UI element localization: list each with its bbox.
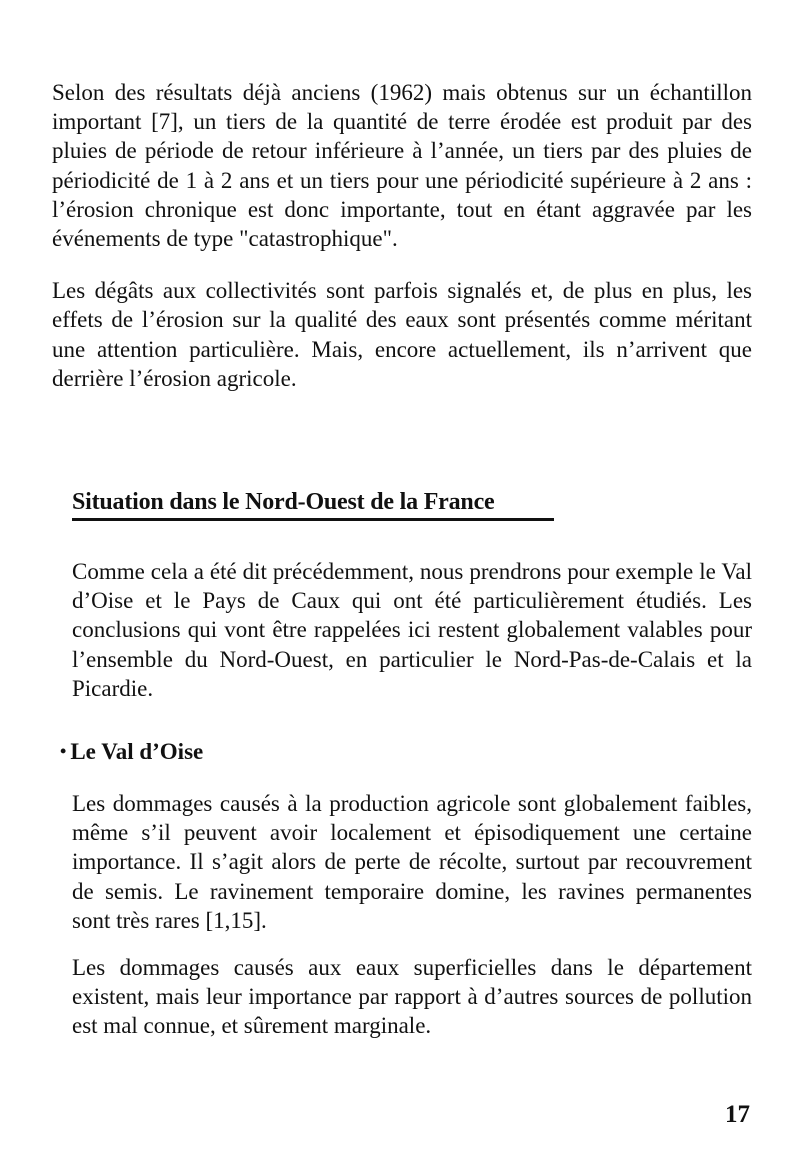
page-number: 17 — [725, 1101, 750, 1128]
paragraph-water-damage: Les dommages causés aux eaux superficielles dans le département existent, mais leur importance par rapport à d’autres sources de pollution est mal connue, et sûrement marginale. — [72, 955, 752, 1039]
paragraph-northwest-intro: Comme cela a été dit précédemment, nous prendrons pour exemple le Val d’Oise et le Pays de Caux qui ont été particulièrement étudiés. Les conclusions qui vont être rappelées ici restent globalement valables pour l’ensemble du Nord-Ouest, en particulier le Nord-Pas-de-Calais et la Picardie. — [72, 559, 752, 701]
page-content — [52, 78, 752, 1039]
paragraph-erosion-frequency: Selon des résultats déjà anciens (1962) mais obtenus sur un échantillon important [7], un tiers de la quantité de terre érodée est produit par des pluies de période de retour inférieure à l’année, un tiers par des pluies de périodicité de 1 à 2 ans et un tiers pour une périodicité supérieure à 2 ans : l’érosion chronique est donc importante, tout en étant aggravée par les événements de type "catastrophique". — [52, 80, 752, 252]
subsection-title: Le Val d’Oise — [70, 739, 204, 764]
section-heading: Situation dans le Nord-Ouest de la France — [72, 487, 554, 521]
bullet-icon: • — [60, 741, 67, 761]
paragraph-agricultural-damage: Les dommages causés à la production agricole sont globalement faibles, même s’il peuvent avoir localement et épisodiquement une certaine importance. Il s’agit alors de perte de récolte, surtout par recouvrement de semis. Le ravinement temporaire domine, les ravines permanentes sont très rares [1,15]. — [72, 791, 752, 933]
paragraph-collective-damage: Les dégâts aux collectivités sont parfois signalés et, de plus en plus, les effets de l’érosion sur la qualité des eaux sont présentés comme méritant une attention particulière. Mais, encore actuellement, ils n’arrivent que derrière l’érosion agricole. — [52, 278, 752, 391]
subsection-heading — [60, 736, 203, 767]
